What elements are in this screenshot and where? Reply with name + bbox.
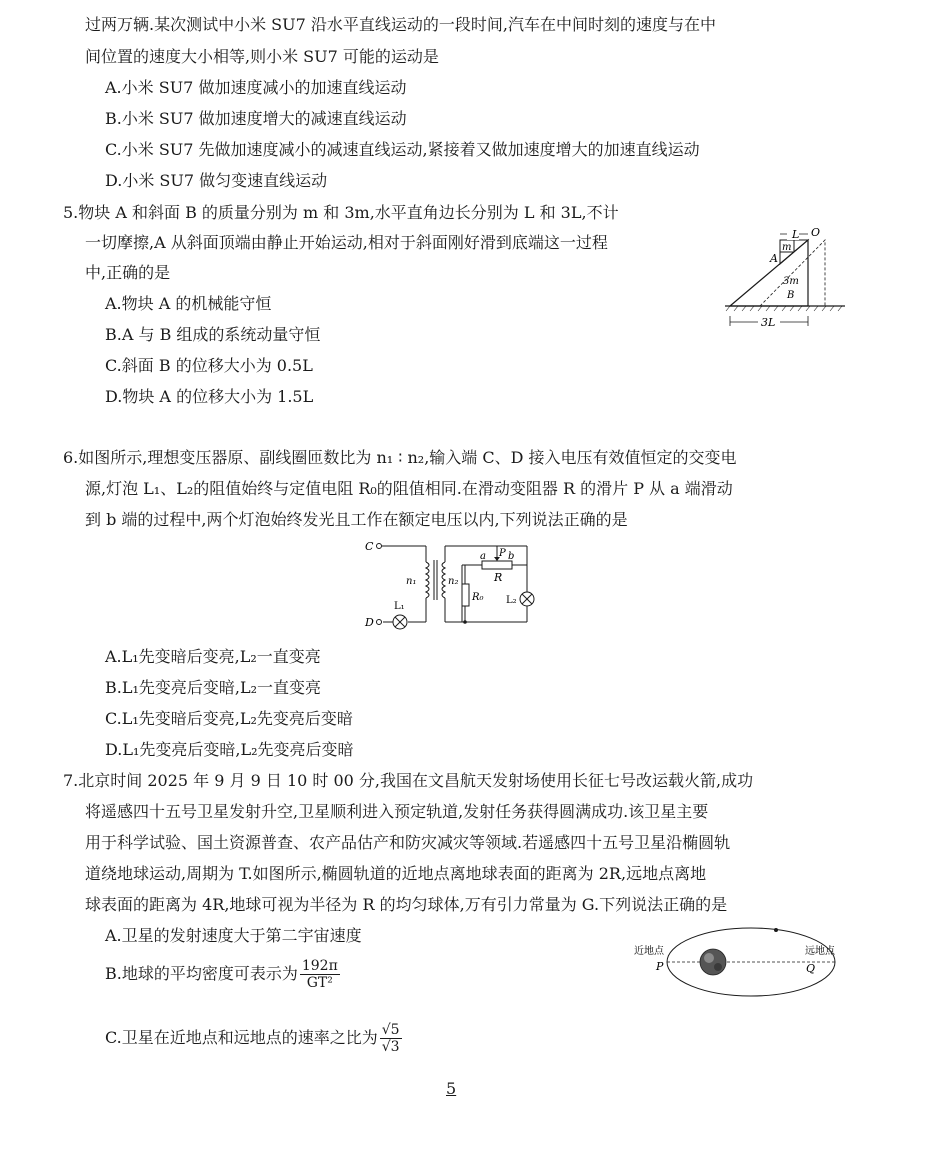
q4-stem-line-2: 间位置的速度大小相等,则小米 SU7 可能的运动是 bbox=[85, 47, 439, 66]
q7-stem-line-3: 用于科学试验、国土资源普查、农产品估产和防灾减灾等领域.若遥感四十五号卫星沿椭圆轨 bbox=[85, 833, 731, 852]
q7-option-b-numerator: 192π bbox=[301, 958, 338, 974]
q5-stem-line-1: 5.物块 A 和斜面 B 的质量分别为 m 和 3m,水平直角边长分别为 L 和 3L,不计 bbox=[63, 203, 619, 222]
q7-option-b-denominator: GT² bbox=[306, 975, 333, 991]
q7-label-P: P bbox=[656, 960, 664, 973]
q6-label-n1: n₁ bbox=[406, 576, 417, 587]
q5-label-3m: 3m bbox=[783, 276, 799, 287]
q6-option-c: C.L₁先变暗后变亮,L₂先变亮后变暗 bbox=[105, 709, 353, 728]
q5-stem-line-3: 中,正确的是 bbox=[85, 263, 171, 282]
q7-option-c-denominator: √3 bbox=[381, 1039, 400, 1055]
q7-orbit-figure bbox=[628, 918, 843, 1003]
q6-stem-line-2: 源,灯泡 L₁、L₂的阻值始终与定值电阻 R₀的阻值相同.在滑动变阻器 R 的滑片 P 从 a 端滑动 bbox=[85, 479, 733, 498]
q7-option-c-text: C.卫星在近地点和远地点的速率之比为 bbox=[105, 1028, 378, 1047]
q7-label-Q: Q bbox=[806, 962, 816, 975]
q6-label-b: b bbox=[508, 551, 515, 562]
q5-label-A: A bbox=[770, 252, 778, 265]
q6-circuit-figure bbox=[362, 536, 552, 634]
q7-label-near: 近地点 bbox=[634, 946, 664, 957]
q5-label-B: B bbox=[787, 290, 795, 301]
q5-label-m: m bbox=[782, 242, 792, 253]
q4-option-d: D.小米 SU7 做匀变速直线运动 bbox=[105, 171, 328, 190]
q6-option-b: B.L₁先变亮后变暗,L₂一直变亮 bbox=[105, 678, 322, 697]
q5-option-b: B.A 与 B 组成的系统动量守恒 bbox=[105, 325, 321, 344]
q6-label-R0: R₀ bbox=[472, 592, 484, 603]
q4-option-b: B.小米 SU7 做加速度增大的减速直线运动 bbox=[105, 109, 407, 128]
q7-stem-line-2: 将遥感四十五号卫星发射升空,卫星顺利进入预定轨道,发射任务获得圆满成功.该卫星主要 bbox=[85, 802, 709, 821]
q6-label-P: P bbox=[499, 548, 506, 559]
q6-stem-line-3: 到 b 端的过程中,两个灯泡始终发光且工作在额定电压以内,下列说法正确的是 bbox=[85, 510, 628, 529]
q7-option-c-fraction bbox=[380, 1022, 402, 1055]
q5-option-d: D.物块 A 的位移大小为 1.5L bbox=[105, 387, 314, 406]
q7-option-a: A.卫星的发射速度大于第二宇宙速度 bbox=[105, 926, 362, 945]
q7-stem-line-1: 7.北京时间 2025 年 9 月 9 日 10 时 00 分,我国在文昌航天发射场使用长征七号改运载火箭,成功 bbox=[63, 771, 754, 790]
q7-option-c bbox=[105, 1018, 404, 1058]
q5-option-c: C.斜面 B 的位移大小为 0.5L bbox=[105, 356, 313, 375]
q7-option-b-fraction bbox=[300, 958, 340, 991]
q5-option-a: A.物块 A 的机械能守恒 bbox=[105, 294, 272, 313]
q6-label-L1: L₁ bbox=[394, 601, 405, 612]
q6-label-n2: n₂ bbox=[448, 576, 459, 587]
q5-label-L: L bbox=[792, 228, 800, 241]
q5-label-3L: 3L bbox=[761, 316, 776, 329]
q7-option-b-text: B.地球的平均密度可表示为 bbox=[105, 964, 298, 983]
q5-stem-line-2: 一切摩擦,A 从斜面顶端由静止开始运动,相对于斜面刚好滑到底端这一过程 bbox=[85, 233, 608, 252]
q5-incline-figure bbox=[720, 222, 850, 332]
q4-stem-line-1: 过两万辆.某次测试中小米 SU7 沿水平直线运动的一段时间,汽车在中间时刻的速度与在中 bbox=[85, 15, 716, 34]
q5-label-O: O bbox=[811, 226, 821, 239]
q6-label-R: R bbox=[494, 571, 503, 584]
q4-option-a: A.小米 SU7 做加速度减小的加速直线运动 bbox=[105, 78, 407, 97]
q7-stem-line-4: 道绕地球运动,周期为 T.如图所示,椭圆轨道的近地点离地球表面的距离为 2R,远地点离地 bbox=[85, 864, 707, 883]
q7-label-far: 远地点 bbox=[805, 946, 835, 957]
q6-label-D: D bbox=[365, 616, 374, 629]
q6-stem-line-1: 6.如图所示,理想变压器原、副线圈匝数比为 n₁ ∶ n₂,输入端 C、D 接入电压有效值恒定的交变电 bbox=[63, 448, 737, 467]
q7-option-c-numerator: √5 bbox=[381, 1022, 400, 1038]
q7-stem-line-5: 球表面的距离为 4R,地球可视为半径为 R 的均匀球体,万有引力常量为 G.下列说法正确的是 bbox=[85, 895, 728, 914]
q4-option-c: C.小米 SU7 先做加速度减小的减速直线运动,紧接着又做加速度增大的加速直线运动 bbox=[105, 140, 700, 159]
q6-label-a: a bbox=[480, 551, 486, 562]
page-number: 5 bbox=[446, 1079, 457, 1098]
q6-label-L2: L₂ bbox=[506, 595, 517, 606]
q6-option-a: A.L₁先变暗后变亮,L₂一直变亮 bbox=[105, 647, 321, 666]
q6-option-d: D.L₁先变亮后变暗,L₂先变亮后变暗 bbox=[105, 740, 354, 759]
q6-label-C: C bbox=[365, 540, 374, 553]
q7-option-b bbox=[105, 956, 342, 992]
